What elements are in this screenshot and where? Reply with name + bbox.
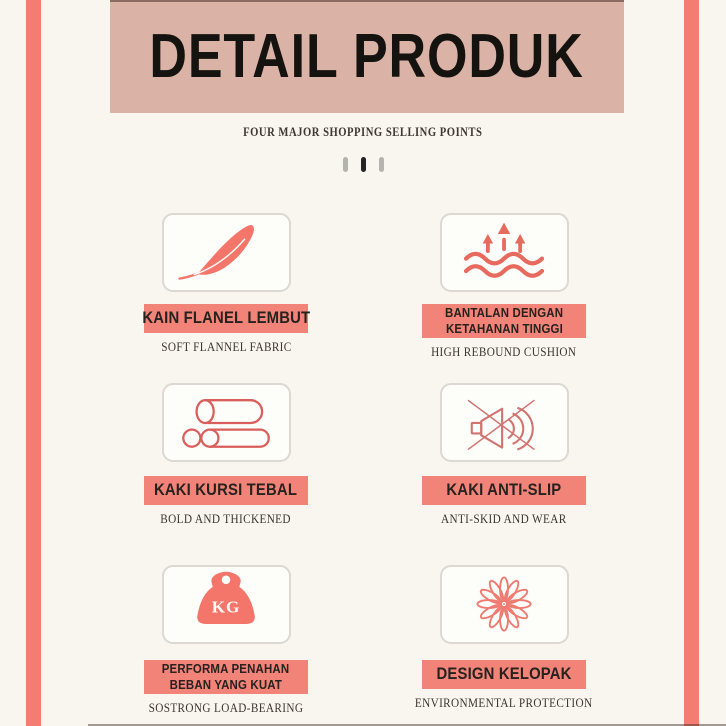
feature-label-bar [422, 660, 586, 689]
feature-label-line1: BANTALAN DENGAN [444, 304, 564, 320]
feature-subtitle: ENVIRONMENTAL PROTECTION [415, 696, 593, 710]
feature-label-line2: KETAHANAN TINGGI [445, 321, 563, 336]
feature-label: KAKI ANTI-SLIP [446, 481, 562, 499]
divider-dashes [0, 157, 726, 172]
right-accent-strip [684, 0, 699, 726]
feature-icon-box [440, 213, 569, 292]
feature-icon-box [440, 383, 569, 462]
feature-card-load-bearing [126, 565, 326, 717]
feature-icon-box [162, 565, 291, 644]
feature-label-bar [144, 476, 308, 505]
page-title: DETAIL PRODUK [149, 22, 585, 91]
feature-card-thick-legs [126, 383, 326, 528]
feature-icon-box [162, 383, 291, 462]
left-accent-strip [26, 0, 41, 726]
dash-icon [379, 157, 384, 172]
header-subtitle: FOUR MAJOR SHOPPING SELLING POINTS [243, 125, 483, 139]
feather-icon [164, 215, 289, 290]
feature-label-bar [422, 476, 586, 505]
feature-label-bar [422, 304, 586, 338]
feature-card-cushion [404, 213, 604, 361]
kg-weight-icon [164, 567, 289, 642]
feature-label-line2: BEBAN YANG KUAT [169, 677, 283, 692]
kg-badge-text: KG [211, 597, 240, 617]
feature-subtitle: HIGH REBOUND CUSHION [431, 345, 577, 359]
feature-icon-box [440, 565, 569, 644]
feature-card-flannel [126, 213, 326, 356]
feature-icon-box [162, 213, 291, 292]
flower-petal-icon [442, 567, 567, 642]
feature-subtitle: ANTI-SKID AND WEAR [441, 512, 567, 526]
feature-label: KAKI KURSI TEBAL [154, 481, 298, 499]
feature-subtitle: SOFT FLANNEL FABRIC [160, 340, 292, 354]
feature-subtitle: BOLD AND THICKENED [160, 512, 292, 526]
feature-label-bar [144, 660, 308, 694]
feature-card-petal-design [404, 565, 604, 712]
header-banner [110, 0, 624, 113]
feature-label-line1: PERFORMA PENAHAN [162, 660, 290, 676]
feature-subtitle: SOSTRONG LOAD-BEARING [148, 701, 304, 715]
rebound-cushion-icon [442, 215, 567, 290]
mute-speaker-icon [442, 385, 567, 460]
feature-label-bar [144, 304, 308, 333]
feature-card-anti-slip [404, 383, 604, 528]
dash-icon [361, 157, 366, 172]
feature-label: DESIGN KELOPAK [436, 665, 572, 683]
feature-label: KAIN FLANEL LEMBUT [142, 309, 310, 327]
dash-icon [343, 157, 348, 172]
thick-tube-legs-icon [164, 385, 289, 460]
